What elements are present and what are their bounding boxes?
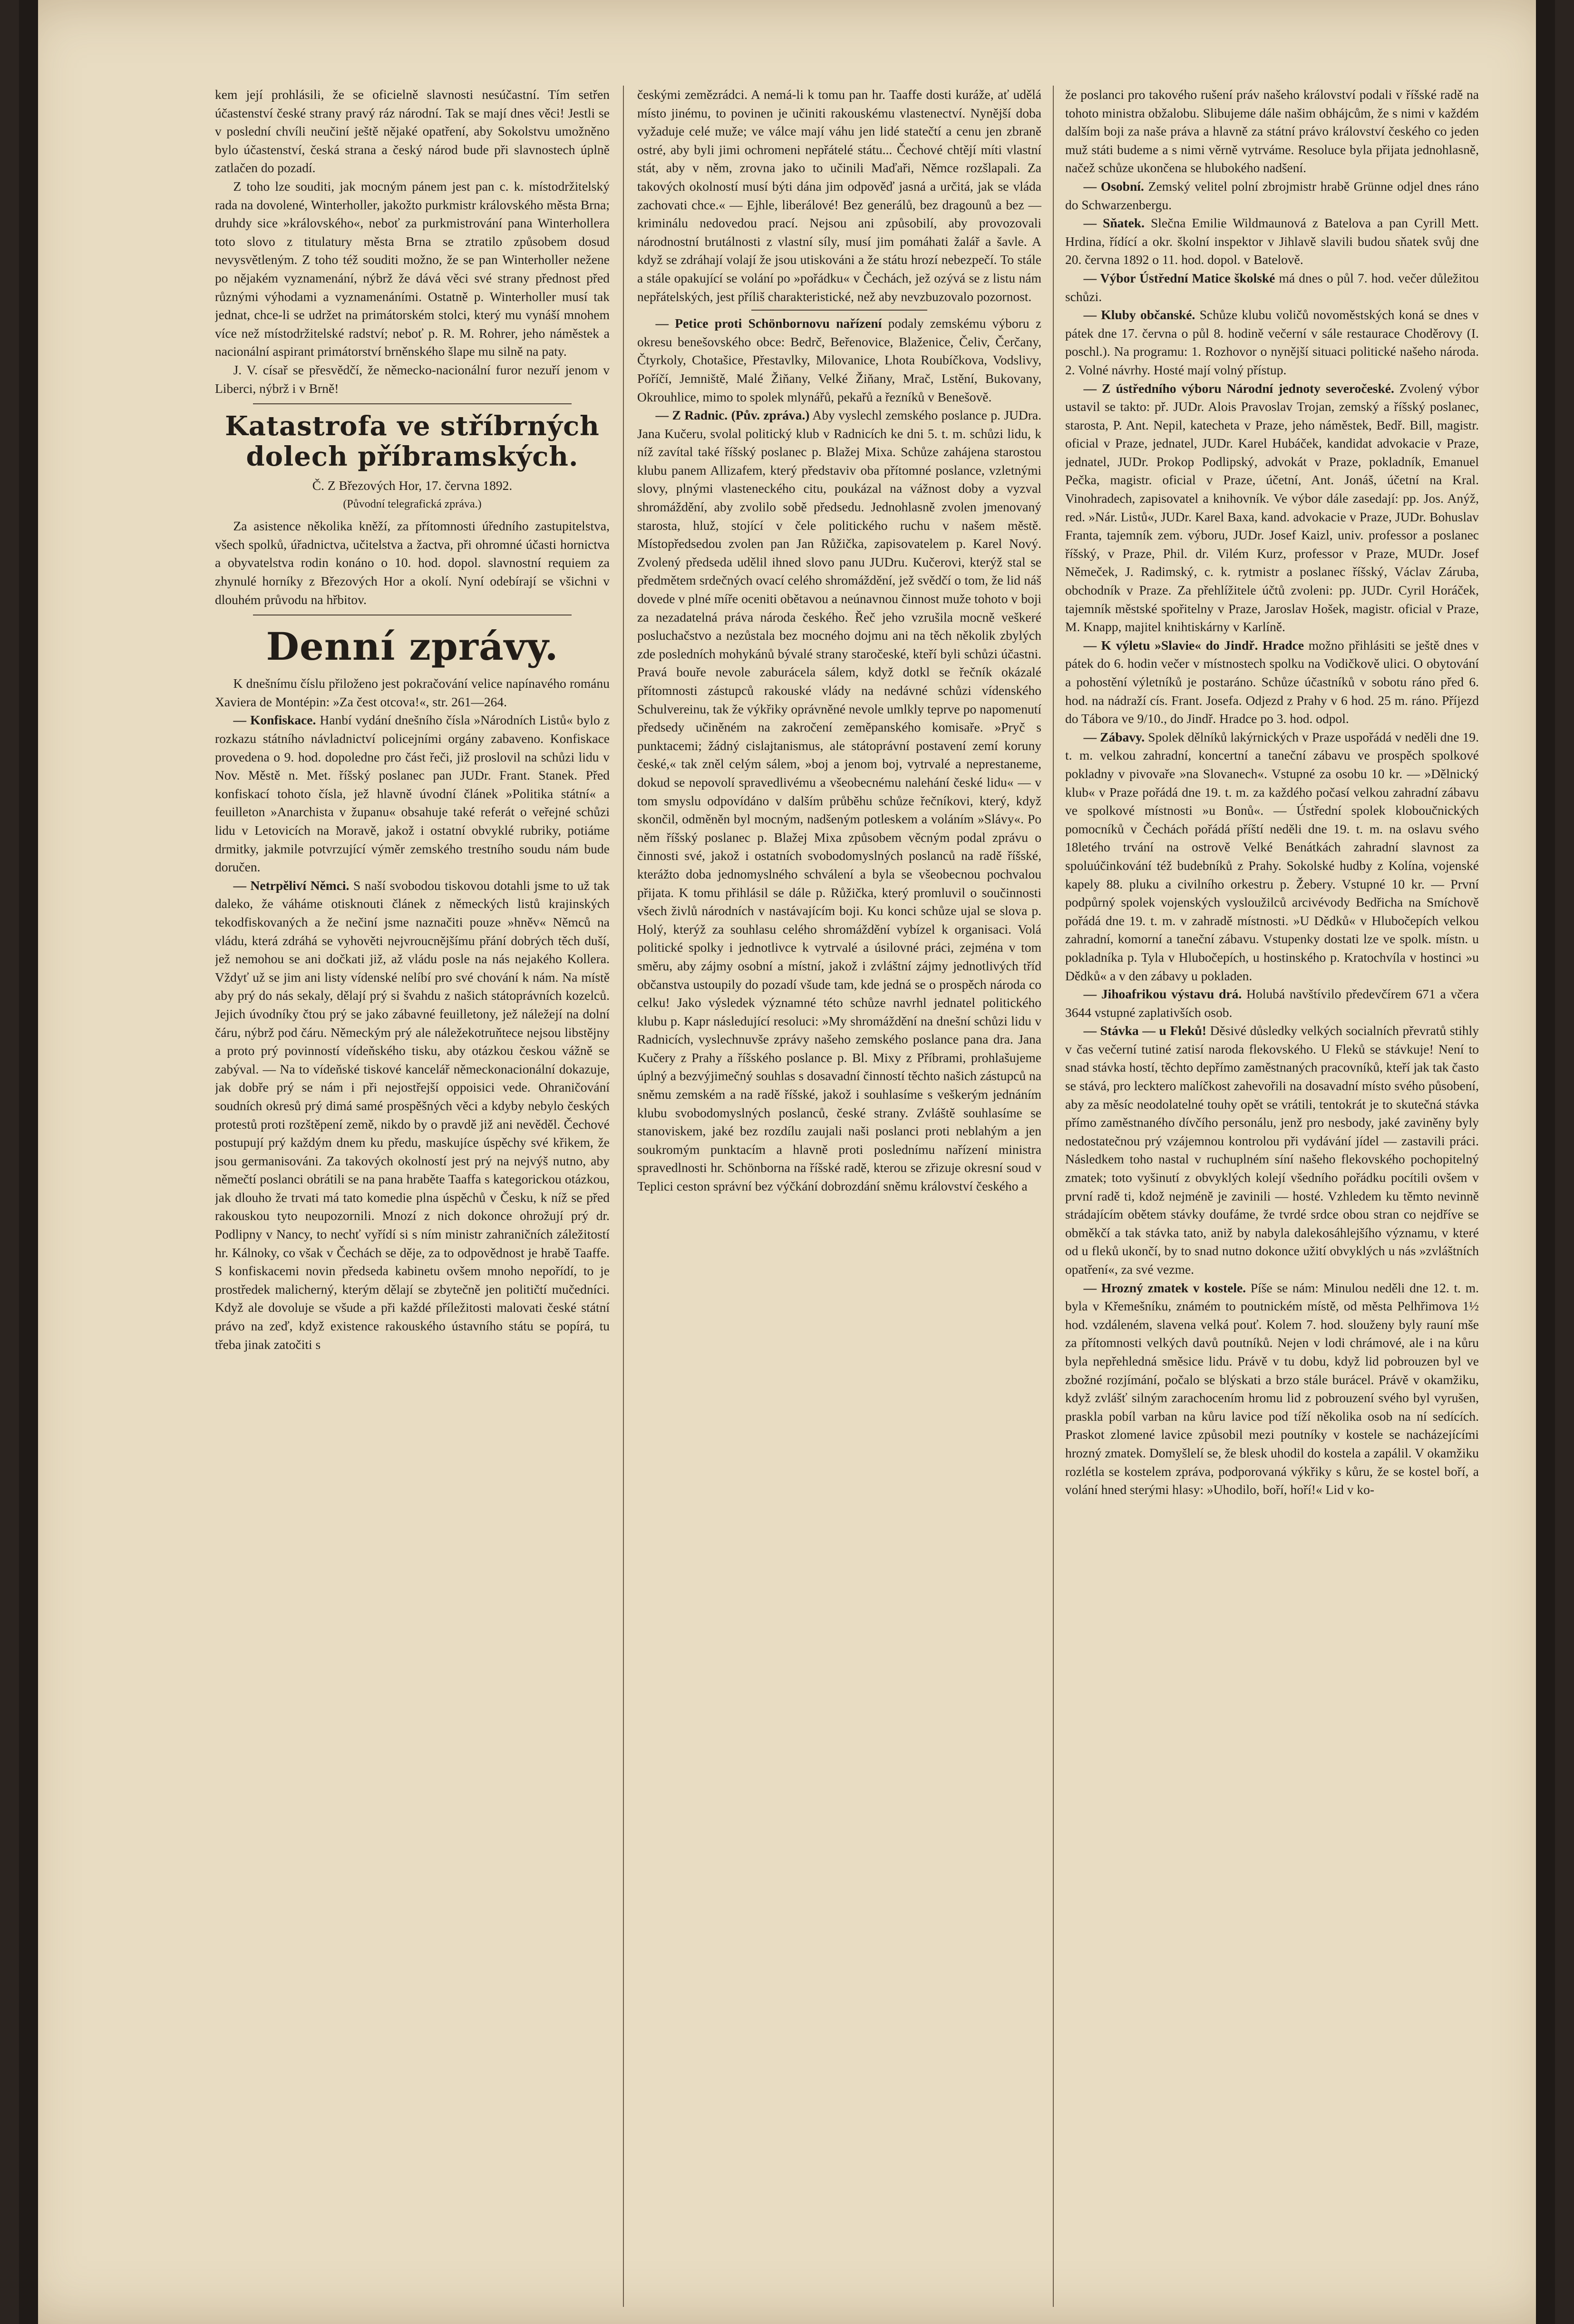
column-middle (637, 86, 1041, 2302)
news-item-body: Schůze klubu voličů novoměstských koná se dnes v pátek dne 17. června o půl 8. hodině večerní v sále restaurace Choděrovy (I. poschl.). Na programu: 1. Rozhovor o nynější situaci politické našeho národa. 2. Volné návrhy. Hosté mají volný přístup. (1065, 307, 1479, 377)
news-item-title: — Z ústředního výboru Národní jednoty severočeské. (1083, 381, 1394, 396)
news-item-snatek (1065, 214, 1479, 269)
paragraph: Z toho lze souditi, jak mocným pánem jest pan c. k. místodržitelský rada na dovolené, Winterholler, jakožto purkmistr královského města Brna; druhdy sice »královského«, neboť za purkmistrování pana Winterhollera toto slovo z titulatury města Brna se ztratilo způsobem dosud nevysvětleným. Z toho též souditi možno, že se pan Winterholler nežene po nějakém vyznamenání, nýbrž že dává věci své strany přednost před různými výhodami a vyznamenáními. Ostatně p. Winterholler musí tak jednat, chce-li se udržet na primátorském stolci, který mu vynáší mnohem více než místodržitelské radství; neboť p. R. M. Rohrer, jeho náměstek a nacionální aspirant primátorství brněnského šlape mu silně na paty. (215, 178, 610, 359)
news-item-title: — Zábavy. (1083, 729, 1145, 744)
headline-catastrophe: Katastrofa ve stříbrných dolech příbramských. (225, 410, 600, 473)
article-continuation: že poslanci pro takového rušení práv našeho království podali v říšské radě na tohoto ministra obžalobu. Slibujeme dále našim obhájcům, že s nimi v každém dalším boji za naše práva a hlavně za státní právo království českého co jeden muž státi budeme a s nimi věrně vytrváme. Resoluce byla přijata jednohlasně, načež schůze ukončena se hlubokého nadšení. (1065, 87, 1479, 176)
news-item-title: — Konfiskace. (233, 713, 316, 728)
headline-daily-news: Denní zprávy. (266, 624, 559, 669)
scan-border-left (19, 0, 38, 2324)
news-item-stavka (1065, 1022, 1479, 1279)
news-item-vylet (1065, 636, 1479, 728)
news-item-body: možno přihlásiti se ještě dnes v pátek do 6. hodin večer v místnostech spolku na Vodičkově ulici. O obytování a pohostění výletníků je postaráno. Schůze účastníků v sobotu ráno před 6. hod. na nádraží cís. Frant. Josefa. Odjezd z Prahy v 6 hod. 25 m. ráno. Příjezd do Tábora ve 9/10., do Jindř. Hradce po 3. hod. odpol. (1065, 637, 1479, 726)
article-continuation: českými zemězrádci. A nemá-li k tomu pan hr. Taaffe dosti kuráže, ať udělá místo jinému, to povinen je učiniti rakouskému vlastenectví. Nynější doba vyžaduje celé muže; ve válce mají váhu jen lidé statečtí a cenu jen zbraně ostré, aby byli jimi ochromeni nepřátelé státu... Čechové chtějí míti vlastní stát, aby v něm, zrovna jako to učinili Maďaři, Němce rozšlapali. Za takových okolností musí býti dána jim odpověď jasná a určitá, jak se vláda zachovati chce.« — Ejhle, liberálové! Bez generálů, bez dragounů a bez — kriminálu nedovedou prací. Nejsou ani způsobilí, aby provozovali národnostní brutálnosti z vlastní síly, musí jim pomáhati žalář a šavle. A když se zdráhají volají že jsou utiskováni a že státu hrozí nebezpečí. To stále a stále opakující se volání po »pořádku« v Čechách, jež ozývá se z listu nám nepřátelských, jest příliš charakteristické, než aby nevzbuzovalo pozornost. (637, 87, 1041, 304)
news-item-body: Slečna Emilie Wildmaunová z Batelova a pan Cyrill Mett. Hrdina, řídící a okr. školní inspektor v Jihlavě slavili budou sňatek svůj dne 20. června 1892 o 11. hod. dopol. v Batelově. (1065, 215, 1479, 267)
news-item-body: Spolek dělníků lakýrnických v Praze uspořádá v neděli dne 19. t. m. velkou zahradní, koncertní a taneční zábavu ve prospěch spolkové pokladny v pivovaře »na Slovanech«. Vstupné za osobu 10 kr. — »Dělnický klub« v Praze pořádá dne 19. t. m. za každého počasí velkou zahradní zábavu ve spolkové místnosti »u Bonů«. — Ústřední spolek kloboučnických pomocníků v Čechách pořádá příští neděli dne 19. t. m. na oslavu svého 18letého trvání na ostrově Velké Benátkách zahradní slavnost za spoluúčinkování též budebníků z Prahy. Sokolské hudby z Kolína, vojenské kapely 88. pluku a civilního orkestru p. Žebery. Vstupné 10 kr. — První podpůrný spolek vojenských vysloužilců arcivévody Bedřicha na Smíchově pořádá dne 19. t. m. v zahradě místnosti. »U Dědků« v Hlubočepích velkou zahradní, komorní a taneční zábavu. Vstupenky dostati lze ve spolk. místn. u pokladníka p. Tyla v Hlubočepích, u hostinského p. Kratochvíla v hostinci »u Dědků« a v den zábavy u pokladen. (1065, 729, 1479, 983)
news-item-title: — Sňatek. (1083, 215, 1145, 231)
news-item-body: Hanbí vydání dnešního čísla »Národních Listů« bylo z rozkazu státního návladnictví policejními orgány zabaveno. Konfiskace provedena o 9. hod. dopoledne pro část řeči, již proslovil na schůzi lidu v Nov. Městě n. Met. říšský poslanec pan JUDr. Frant. Stanek. Před konfiskací tohoto čísla, jež hlavně úvodní článek »Politika státní« a feuilleton »Anarchista v županu« obsahuje také referát o veřejné schůzi lidu v Letovicích na Moravě, jakož i ostatní obvyklé rubriky, potiáme drmitky, jakmile potvrzující výměr zemského trestního soudu nám bude doručen. (215, 713, 610, 875)
news-item-title: — Netrpěliví Němci. (233, 878, 350, 893)
news-item-title: — Kluby občanské. (1083, 307, 1195, 322)
news-item-jihoafricka (1065, 985, 1479, 1022)
column-left (215, 86, 610, 2302)
scan-border-right (1536, 0, 1555, 2324)
news-item-zabavy (1065, 728, 1479, 985)
paragraph: Za asistence několika kněží, za přítomnosti úředního zastupitelstva, všech spolků, úřadnictva, učitelstva a žactva, při ohromné účasti hornictva a obyvatelstva rodin konáno o 10. hod. dopol. slavnostní requiem za zhynulé horníky z Březových Hor a okolí. Nyní odebírají se všichni v dlouhém průvodu na hřbitov. (215, 518, 610, 607)
news-item-jednoty (1065, 380, 1479, 636)
news-item-kluby (1065, 306, 1479, 379)
news-item-konfiskace (215, 711, 610, 876)
news-item-body: Píše se nám: Minulou neděli dne 12. t. m. byla v Křemešníku, známém to poutnickém místě, od města Pelhřimova 1½ hod. vzdáleném, slavena velká pouť. Kolem 7. hod. slouženy byly rauní mše za přítomnosti velkých davů poutníků. Nejen v lodi chrámové, ale i na kůru byla nepřehledná směsice lidu. Právě v tu dobu, když lid pobrouzen byl ve zbožné rozjímání, počalo se blýskati a brzo stále burácel. Právě v okamžiku, když zvlášť silným zarachocením hromu lid z pobrouzení svého byl vyrušen, praskla pobíl varban na kůru lavice pod tíží několika osob na ní sedících. Praskot zlomené lavice způsobil mezi poutníky v kostele se nacházejícími hrozný zmatek. Domyšlelí se, že blesk uhodil do kostela a zapálil. V okamžiku rozlétla se kostelem zpráva, podporovaná výkřiky s kůru, že se kostel boří, a volání hned sterými hlasy: »Uhodilo, boří, hoří!« Lid v ko- (1065, 1280, 1479, 1497)
news-item-body: Aby vyslechl zemského poslance p. JUDra. Jana Kučeru, svolal politický klub v Radnicích ke dni 5. t. m. schůzi lidu, k níž zavítal také říšský poslanec p. Blažej Mixa. Schůze zahájena starostou klubu panem Allizafem, který představiv oba přítomné poslance, vzletnými slovy, plnými vlasteneckého citu, poukázal na vážnost doby a vyzval shromáždění, aby zvolilo sobě předsedu. Jednohlasně zvolen jmenovaný starosta, hluž, stojící v čele politického ruchu v našem městě. Místopředsedou zvolen pan Jan Růžička, zapisovatelem p. Karel Nový. Zvolený předseda udělil ihned slovo panu JUDru. Kučerovi, kterýž stal se předmětem srdečných ovací celého shromáždění, jež svědčí o tom, že lid náš dovede v plné míře oceniti obětavou a neúnavnou činnost muže tohoto v boji za nezadatelná práva národa českého. Řeč jeho vzrušila mocně veškeré posluchačstvo a nezůstala bez mocného dojmu ani na těch několik zbylých zde posledních mohykánů bývalé strany staročeské, kteří byli schůzi účastni. Pravá bouře nevole zaburácela sálem, když dotkl se řečník okázalé přítomnosti zástupců rakouské vlády na nedávné schůzi vídenského Schulvereinu, tak že výkřiky oprávněné nevole umlkly teprve po napomenutí předsedy učiněném na zakročení zeměpanského komisaře. »Pryč s punktacemi; žádný cislajtanismus, ale státoprávní postavení zemí koruny české,« tak zněl celým sálem, »boj a jenom boj, vytrvalé a neprestaneme, dokud se nepovolí spravedlivému a všeobecnému nalehání české lidu« — v tom smyslu odpovídáno v dalším průběhu schůze řečníkovi, který, když skončil, odměněn byl mocným, nadšeným potleskem a voláním »Slávy«. Po něm říšský poslanec p. Blažej Mixa způsobem věcným podal zprávu o činnosti své, jakož i ostatních svobodomyslných poslanců na radě říšské, kterážto doba jednomyslného schválení a byla se všeobecnou pochvalou přijata. K tomu přihlásil se dále p. Růžička, který promluvil o součinnosti všech živlů národních v nastávajícím boji. Ku konci schůze ujal se slova p. Holý, kterýž za souhlasu celého shromáždění vybízel k organisaci. Volá politické spolky i jednotlivce k vytrvalé a úsilovné práci, zejména v tom směru, aby zájmy osobní a místní, jakož i zvláštní zájmy jednotlivých tříd občanstva ustoupily do pozadí všude tam, kde jedná se o prospěch národa co celku! Jako výsledek významné této schůze navrhl jednatel politického klubu p. Kapr následující resoluci: »My shromáždění na dnešní schůzi lidu v Radnicích, vyslechnuvše zprávy našeho zemského poslance pana dra. Jana Kučery z Prahy a říšského poslance p. Bl. Mixy z Příbrami, prohlašujeme úplný a bezvýjimečný souhlas s dosavadní činností těchto našich zástupců na sněmu zemském a na radě říšské, jakož i souhlasíme s veškerým jednáním klubu svobodomyslných poslanců, české strany. Zvláště souhlasíme se stanoviskem, jaké bez rozdílu zaujali naši poslanci proti neblahým a jen soukromým punktacím a hlavně proti poslednímu nařízení ministra spravedlnosti hr. Schönborna na říšské radě, kterou se zřizuje okresní soud v Teplici ceston správní bez výčkání dobrozdání sněmu království českého a (637, 408, 1041, 1194)
news-item-petice (637, 314, 1041, 406)
news-item-body: podaly zemskému výboru z okresu benešovského obce: Bedrč, Beřenovice, Blaženice, Čeliv, Čerčany, Čtyrkoly, Chotašice, Přestavlky, Milovanice, Lhota Roubíčkova, Vodslivy, Poříčí, Jemniště, Malé Žiňany, Velké Žiňany, Mrač, Lstění, Bukovany, Okrouhlice, mimo to spolek mlynářů, pekařů a řezníků v Benešově. (637, 316, 1041, 404)
column-rule (1053, 86, 1054, 2307)
column-rule (623, 86, 624, 2307)
news-item-body: má dnes o půl 7. hod. večer důležitou schůzi. (1065, 270, 1479, 304)
news-item-title: — Z Radnic. (Pův. zpráva.) (655, 408, 810, 423)
news-item-body: Děsivé důsledky velkých socialních převratů stihly v čas večerní tutiné zatisí naroda flekovského. U Fleků se stávkuje! Není to snad stávka hostí, těchto depřímo zaměstnaných pracovníků, kteří jak tak často se stává, pro lecktero malíčkost zahevořili na dosavadní místo svého působení, aby za měsíc neodolatelné touhy opět se vrátili, tentokrát je to skutečná stávka přímo zaměstnaného dívčího personálu, jenž pro nesbody, jaké zaviněny byly nedostatečnou prý vzájemnou kontrolou při vydávání jídel — zastavili práci. Následkem toho nastal v ruchuplném síní našeho flekovského pochopitelný zmatek; toto vyšinutí z obvyklých kolejí všedního pořádku pocítili ovšem v první radě ti, kdož nejméně je zavinili — hosté. Vzhledem ku těmto nevinně strádajícím obětem stávky doufáme, že tvrdé srdce obou stran co nejdříve se obměkčí a tak stávka tato, aniž by nabyla dalekosáhlejšího významu, v které od u fleků ukončí, by to snad nutno dokonce užití obvyklých u nás »zvláštních opatření«, za své vezme. (1065, 1023, 1479, 1277)
dateline: Č. Z Březových Hor, 17. června 1892. (312, 478, 513, 493)
paragraph: J. V. císař se přesvědčí, že německo-nacionální furor nezuří jenom v Liberci, nýbrž i v Brně! (215, 362, 610, 396)
news-item-radnice (637, 406, 1041, 1196)
news-item-matice (1065, 269, 1479, 306)
news-item-title: — Výbor Ústřední Matice školské (1083, 270, 1275, 285)
news-item-title: — Hrozný zmatek v kostele. (1083, 1280, 1246, 1295)
article-continuation: kem její prohlásili, že se oficielně slavnosti nesúčastní. Tím setřen účastenství české strany pravý ráz národní. Tak se mají dnes věci! Jestli se v poslední chvíli neučiní ještě nějaké opatření, aby Sokolstvu umožněno bylo účastenství, česká strana a český národ bude při slavnostech úplně zatlačen do pozadí. (215, 87, 610, 176)
news-item-zmatek (1065, 1279, 1479, 1499)
news-item-title: — Stávka — u Fleků! (1083, 1023, 1206, 1038)
news-item-body: Holubá navštívilo předevčírem 671 a včera 3644 vstupné zaplativších osob. (1065, 986, 1479, 1020)
dateline-subtitle: (Původní telegrafická zpráva.) (343, 498, 482, 510)
news-item-title: — Osobní. (1083, 178, 1144, 194)
news-item-body: S naší svobodou tiskovou dotahli jsme to už tak daleko, že váháme otisknouti článek z německých listů krajinských tekodfiskovaných a že nečiní jsme naznačiti pouze »hněv« Němců na vládu, která zdráhá se vyhověti nejvroucnějšímu přání dobrých těch duší, jež nemohou se ani dočkati již, až vládu posle na nás nejakého Kollera. Vždyť už se jim ani listy vídenské nelíbí pro své chování k nám. Na místě aby prý do nás sekaly, dělají prý si švahdu z našich státoprávních kozelců. Jejich úvodníky čtou prý se jako zábavné feuilletony, jež náležejí na dolní čáru, nýbrž pod čáru. Německým prý ale náležekotruňtece nejsou libstějny a proto prý povinností vídeňského tisku, aby otázkou českou vážně se zabýval. — Na to vídeňské tiskové kancelář německonacionální dokazuje, jak dobře prý se nám i při nejostřejší oppoisici vede. Ohraničování soudních okresů prý dimá samé prospěšných věci a kdyby nebylo českých protestů proti rozštěpení země, nikdo by o pravdě již ani nevěděl. Čechové postupují prý každým dnem ku předu, maskujíce úspěchy své křikem, že jsou germanisováni. Za takových okolností jest prý na nejvýš nutno, aby němečtí poslanci obrátili se na pana hraběte Taaffa s kategorickou otázkou, jak dlouho že trvati má tato komedie plna úspěchů v Česku, k níž se před rakouskou tyto neupozornili. Mnozí z nich dokonce ohrožují prý dr. Podlipny v Nancy, to nechť vyřídí si s ním ministr zahraničních záležitostí hr. Kálnoky, co však v Čechách se děje, za to odpovědnost je hrabě Taaffe. S konfiskacemi novin předseda kabinetu ovšem mnoho nepořídí, to je prostředek malicherný, kterým dělají se zbytečně jen političtí mučedníci. Když ale dovoluje se všude a při každé příležitosti malovati české státní právo na zeď, když existence rakouského ústavního státu se popírá, tu třeba jinak zatočiti s (215, 878, 610, 1352)
news-item-title: — K výletu »Slavie« do Jindř. Hradce (1083, 637, 1304, 653)
divider (253, 403, 572, 404)
newspaper-page (19, 0, 1555, 2324)
news-item-osobni (1065, 177, 1479, 214)
news-item-title: — Petice proti Schönbornovu nařízení (655, 316, 882, 331)
news-item-title: — Jihoafrikou výstavu drá. (1083, 986, 1242, 1002)
news-item-netrpelivi (215, 877, 610, 1354)
news-item-body: Zvolený výbor ustavil se takto: př. JUDr. Alois Pravoslav Trojan, zemský a říšský poslanec, starosta, P. Ant. Nepil, katecheta v Praze, jeho náměstek, Bedř. Bill, magistr. oficial v Praze, jednatel, JUDr. Karel Hubáček, kandidat advokacie v Praze, jednatel, JUDr. Prokop Podlipský, advokát v Praze, pokladník, Emanuel Pečka, magistr. oficial v Praze, účetní, Ant. Jonáš, účetní na Kral. Vinohradech, zapisovatel a knihovník. Ve výbor dále zasedají: pp. Jos. Anýž, red. »Nár. Listů«, JUDr. Karel Baxa, kand. advokacie v Praze, JUDr. Bohuslav Franta, tajemník zem. výboru, JUDr. Josef Kaizl, univ. professor a poslanec říšský, v Praze, Phil. dr. Vilém Kurz, professor v Praze, MUDr. Josef Němeček, J. Radimský, c. k. rytmistr a poslanec říšský, Václav Záruba, obchodník v Praze. Za přehlížitele účtů zvoleni: pp. JUDr. Cyril Horáček, tajemník městské spořitelny v Praze, Jaroslav Hošek, magistr. oficial v Praze, M. Knapp, majitel knihtiskárny v Karlíně. (1065, 381, 1479, 635)
news-item-body: Zemský velitel polní zbrojmistr hrabě Grünne odjel dnes ráno do Schwarzenbergu. (1065, 178, 1479, 212)
paragraph: K dnešnímu číslu přiloženo jest pokračování velice napínavého románu Xaviera de Montépin: »Za čest otcova!«, str. 261—264. (215, 676, 610, 709)
column-right (1065, 86, 1479, 2302)
divider (751, 310, 927, 311)
